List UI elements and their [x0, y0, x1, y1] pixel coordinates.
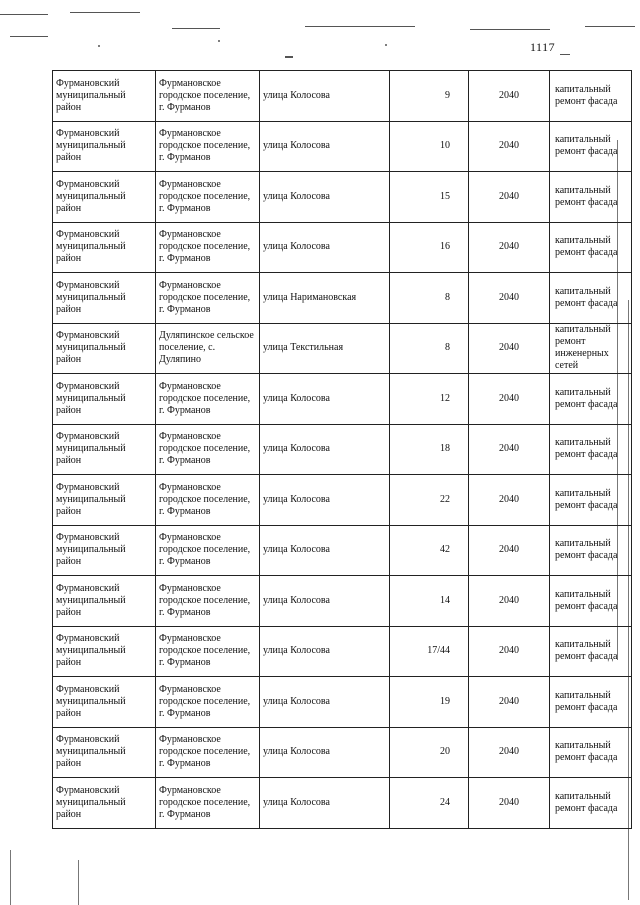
- street-cell: улица Колосова: [260, 222, 390, 273]
- work-type-cell: капитальный ремонт фасада: [550, 727, 632, 778]
- year-cell: 2040: [469, 576, 550, 627]
- work-type-cell: капитальный ремонт фасада: [550, 172, 632, 223]
- work-type-cell: капитальный ремонт фасада: [550, 525, 632, 576]
- district-cell: Фурмановский муниципальный район: [53, 525, 156, 576]
- street-cell: улица Колосова: [260, 172, 390, 223]
- settlement-cell: Фурмановское городское поселение, г. Фурманов: [156, 626, 260, 677]
- settlement-cell: Фурмановское городское поселение, г. Фурманов: [156, 374, 260, 425]
- year-cell: 2040: [469, 475, 550, 526]
- year-cell: 2040: [469, 677, 550, 728]
- table-row: [53, 222, 632, 273]
- settlement-cell: Фурмановское городское поселение, г. Фурманов: [156, 121, 260, 172]
- work-type-cell: капитальный ремонт фасада: [550, 778, 632, 829]
- scan-artifact-line: [10, 850, 11, 905]
- work-type-cell: капитальный ремонт фасада: [550, 121, 632, 172]
- district-cell: Фурмановский муниципальный район: [53, 374, 156, 425]
- house-number-cell: 8: [390, 273, 469, 324]
- work-type-cell: капитальный ремонт фасада: [550, 626, 632, 677]
- district-cell: Фурмановский муниципальный район: [53, 273, 156, 324]
- house-number-cell: 17/44: [390, 626, 469, 677]
- street-cell: улица Колосова: [260, 778, 390, 829]
- registry-table: [52, 70, 632, 829]
- year-cell: 2040: [469, 525, 550, 576]
- work-type-cell: капитальный ремонт фасада: [550, 424, 632, 475]
- year-cell: 2040: [469, 374, 550, 425]
- house-number-cell: 14: [390, 576, 469, 627]
- house-number-cell: 8: [390, 323, 469, 374]
- work-type-cell: капитальный ремонт фасада: [550, 374, 632, 425]
- district-cell: Фурмановский муниципальный район: [53, 121, 156, 172]
- table-row: [53, 475, 632, 526]
- street-cell: улица Колосова: [260, 121, 390, 172]
- year-cell: 2040: [469, 172, 550, 223]
- table-row: [53, 71, 632, 122]
- year-cell: 2040: [469, 323, 550, 374]
- house-number-cell: 19: [390, 677, 469, 728]
- scan-artifact-line: [70, 12, 140, 13]
- settlement-cell: Фурмановское городское поселение, г. Фурманов: [156, 677, 260, 728]
- work-type-cell: капитальный ремонт фасада: [550, 273, 632, 324]
- street-cell: улица Колосова: [260, 525, 390, 576]
- street-cell: улица Наримановская: [260, 273, 390, 324]
- work-type-cell: капитальный ремонт фасада: [550, 576, 632, 627]
- district-cell: Фурмановский муниципальный район: [53, 172, 156, 223]
- district-cell: Фурмановский муниципальный район: [53, 576, 156, 627]
- house-number-cell: 10: [390, 121, 469, 172]
- table-row: [53, 323, 632, 374]
- district-cell: Фурмановский муниципальный район: [53, 677, 156, 728]
- table-body: [53, 71, 632, 829]
- settlement-cell: Фурмановское городское поселение, г. Фурманов: [156, 273, 260, 324]
- district-cell: Фурмановский муниципальный район: [53, 778, 156, 829]
- house-number-cell: 15: [390, 172, 469, 223]
- district-cell: Фурмановский муниципальный район: [53, 424, 156, 475]
- settlement-cell: Фурмановское городское поселение, г. Фурманов: [156, 525, 260, 576]
- table-row: [53, 677, 632, 728]
- year-cell: 2040: [469, 424, 550, 475]
- district-cell: Фурмановский муниципальный район: [53, 222, 156, 273]
- settlement-cell: Фурмановское городское поселение, г. Фурманов: [156, 172, 260, 223]
- work-type-cell: капитальный ремонт фасада: [550, 222, 632, 273]
- street-cell: улица Текстильная: [260, 323, 390, 374]
- year-cell: 2040: [469, 626, 550, 677]
- settlement-cell: Фурмановское городское поселение, г. Фурманов: [156, 576, 260, 627]
- scan-artifact-line: [470, 29, 550, 30]
- scan-artifact-dot: [385, 44, 387, 46]
- year-cell: 2040: [469, 778, 550, 829]
- table-row: [53, 374, 632, 425]
- house-number-cell: 18: [390, 424, 469, 475]
- scan-artifact-dot: [98, 45, 100, 47]
- street-cell: улица Колосова: [260, 626, 390, 677]
- street-cell: улица Колосова: [260, 71, 390, 122]
- district-cell: Фурмановский муниципальный район: [53, 475, 156, 526]
- scan-artifact-line: [0, 14, 48, 15]
- table-row: [53, 626, 632, 677]
- year-cell: 2040: [469, 71, 550, 122]
- street-cell: улица Колосова: [260, 677, 390, 728]
- district-cell: Фурмановский муниципальный район: [53, 626, 156, 677]
- district-cell: Фурмановский муниципальный район: [53, 727, 156, 778]
- street-cell: улица Колосова: [260, 424, 390, 475]
- house-number-cell: 16: [390, 222, 469, 273]
- scan-artifact-line: [78, 860, 79, 905]
- house-number-cell: 42: [390, 525, 469, 576]
- scan-artifact-line: [172, 28, 220, 29]
- settlement-cell: Фурмановское городское поселение, г. Фурманов: [156, 778, 260, 829]
- table-row: [53, 525, 632, 576]
- page-number: 1117: [530, 40, 556, 54]
- year-cell: 2040: [469, 222, 550, 273]
- street-cell: улица Колосова: [260, 576, 390, 627]
- settlement-cell: Фурмановское городское поселение, г. Фурманов: [156, 727, 260, 778]
- house-number-cell: 9: [390, 71, 469, 122]
- scan-artifact-line: [10, 36, 48, 37]
- work-type-cell: капитальный ремонт фасада: [550, 71, 632, 122]
- settlement-cell: Фурмановское городское поселение, г. Фурманов: [156, 71, 260, 122]
- settlement-cell: Дуляпинское сельское поселение, с. Дуляпино: [156, 323, 260, 374]
- table-row: [53, 121, 632, 172]
- table-row: [53, 424, 632, 475]
- settlement-cell: Фурмановское городское поселение, г. Фурманов: [156, 475, 260, 526]
- district-cell: Фурмановский муниципальный район: [53, 71, 156, 122]
- year-cell: 2040: [469, 727, 550, 778]
- scan-artifact-line: [305, 26, 415, 27]
- work-type-cell: капитальный ремонт инженерных сетей: [550, 323, 632, 374]
- street-cell: улица Колосова: [260, 727, 390, 778]
- settlement-cell: Фурмановское городское поселение, г. Фурманов: [156, 222, 260, 273]
- street-cell: улица Колосова: [260, 475, 390, 526]
- scan-artifact-dot: [218, 40, 220, 42]
- scan-artifact-line: [585, 26, 635, 27]
- street-cell: улица Колосова: [260, 374, 390, 425]
- table-row: [53, 576, 632, 627]
- house-number-cell: 22: [390, 475, 469, 526]
- scan-artifact-line: [285, 56, 293, 58]
- scan-artifact-line: [560, 54, 570, 55]
- year-cell: 2040: [469, 121, 550, 172]
- settlement-cell: Фурмановское городское поселение, г. Фурманов: [156, 424, 260, 475]
- table-row: [53, 727, 632, 778]
- district-cell: Фурмановский муниципальный район: [53, 323, 156, 374]
- house-number-cell: 12: [390, 374, 469, 425]
- work-type-cell: капитальный ремонт фасада: [550, 475, 632, 526]
- work-type-cell: капитальный ремонт фасада: [550, 677, 632, 728]
- year-cell: 2040: [469, 273, 550, 324]
- table-row: [53, 172, 632, 223]
- table-row: [53, 273, 632, 324]
- house-number-cell: 20: [390, 727, 469, 778]
- table-row: [53, 778, 632, 829]
- house-number-cell: 24: [390, 778, 469, 829]
